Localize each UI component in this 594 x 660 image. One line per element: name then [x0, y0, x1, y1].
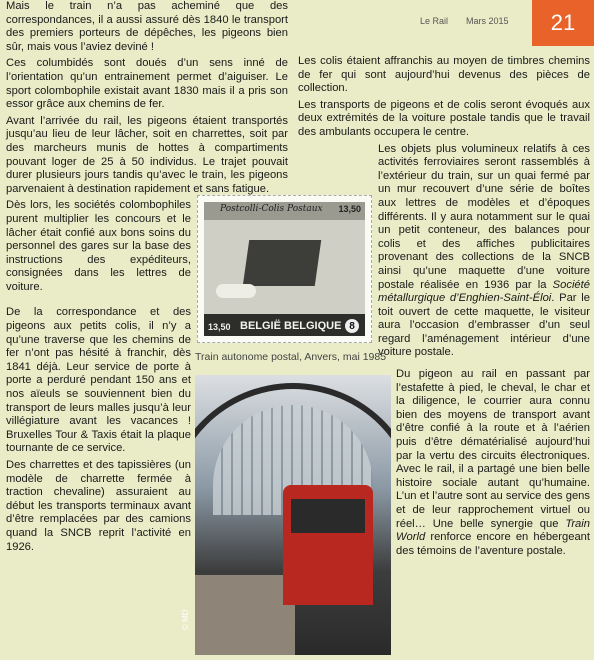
train-station-photo: [195, 375, 391, 655]
paragraph: Les colis étaient affranchis au moyen de timbres chemins de fer qui sont aujourd’hui devenus des pièces de collection.: [298, 55, 590, 95]
publication-date: Mars 2015: [466, 16, 509, 26]
postage-stamp-image: [197, 195, 372, 343]
stamp-country: BELGIË BELGIQUE: [240, 320, 342, 332]
stamp-number: 8: [345, 319, 359, 333]
page-number: 21: [550, 10, 576, 35]
stamp-label: Postcolli-Colis Postaux: [220, 204, 323, 214]
paragraph: Avant l’arrivée du rail, les pigeons étaient transportés jusqu’au lieu de leur lâcher, soit en charrettes, soit par des marcheurs munis de hottes à compartiments pouvant loger de 25 à 50 individus. Le trajet pouvait durer plusieurs jours tandis qu’avec le train, les pigeons parvenaient à destination rapidement et sans fatigue.: [6, 114, 288, 195]
paragraph: Du pigeon au rail en passant par l’estafette à pied, le cheval, le char et la diligence, le courrier aura connu bien des moyens de transport avant d’être confié à la route et à l’aérien puis d’être dématérialisé aujourd’hui par la vertu des circuits électroniques. Avec le rail, il a partagé une bien belle histoire sociale autant qu’humaine. L’un et l’autre sont au service des gens et de leur rapprochement virtuel ou réel… Une belle synergie que Train World renforce encore en hébergeant des témoins de l’aventure postale.: [396, 368, 590, 557]
stamp-hand-illustration: [216, 284, 256, 298]
train-window: [291, 499, 365, 533]
stamp-parcel-illustration: [243, 240, 321, 286]
page-number-badge: [532, 0, 594, 46]
paragraph: Les transports de pigeons et de colis seront évoqués aux deux extrémités de la voiture postale tandis que le travail des ambulants occupera le centre.: [298, 98, 590, 138]
photo-caption: Train autonome postal, Anvers, mai 1985: [195, 351, 387, 363]
photo-credit: © MD: [181, 609, 190, 630]
paragraph: Ces columbidés sont doués d’un sens inné de l’orientation qu’un entrainement permet d’aiguiser. Le sport colombophile existait avant 1830 mais il a pris son essor grâce aux chemins de fer.: [6, 57, 288, 111]
paragraph: Dès lors, les sociétés colombophiles purent multiplier les concours et le lâcher était confié aux bons soins du personnel des gares sur la base des instructions des expéditeurs, consignées dans les lettres de voiture.: [6, 199, 191, 293]
paragraph: Mais le train n’a pas acheminé que des correspondances, il a aussi assuré dès 1840 le transport des premiers porteurs de dépêches, les pigeons bien sûr, mais vous l’aviez deviné !: [6, 0, 288, 53]
paragraph: Des charrettes et des tapissières (un modèle de charrette fermée à traction chevaline) assuraient au début les transports terminaux avant d’être remplacées par des camions quand la SNCB reprit l’activité en 1926.: [6, 459, 191, 553]
station-platform: [195, 575, 295, 655]
stamp-value-bottom: 13,50: [208, 322, 231, 332]
paragraph: Les objets plus volumineux relatifs à ces activités ferroviaires seront rassemblés à l’extérieur du train, sur un quai fermé par un mur recouvert d’une série de boîtes aux lettres de modèles et d’époques différents. Il y aura notamment sur le quai un petit conteneur, des balances pour colis et des affiches publicitaires provenant des collections de la SNCB ainsi qu’une maquette d’une voiture postale réalisée en 1936 par la Société métallurgique d’Enghien-Saint-Éloi. Par le toit ouvert de cette maquette, le visiteur aura l’occasion d’embrasser d’un seul regard l’aménagement intérieur d’une voiture postale.: [378, 142, 590, 359]
stamp-value-top: 13,50: [338, 204, 361, 214]
publication-name: Le Rail: [420, 16, 449, 26]
paragraph: De la correspondance et des pigeons aux petits colis, il n’y a qu’une traverse que les chemins de fer n’ont pas hésité à franchir, dès 1841 déjà. Leur service de porte à porte a perduré pendant 150 ans et nos aïeuls se souviennent bien du transport de leurs malles jusqu’à leur villégiature avant les vacances ! Bruxelles Tour & Taxis était la plaque tournante de ce service.: [6, 306, 191, 455]
